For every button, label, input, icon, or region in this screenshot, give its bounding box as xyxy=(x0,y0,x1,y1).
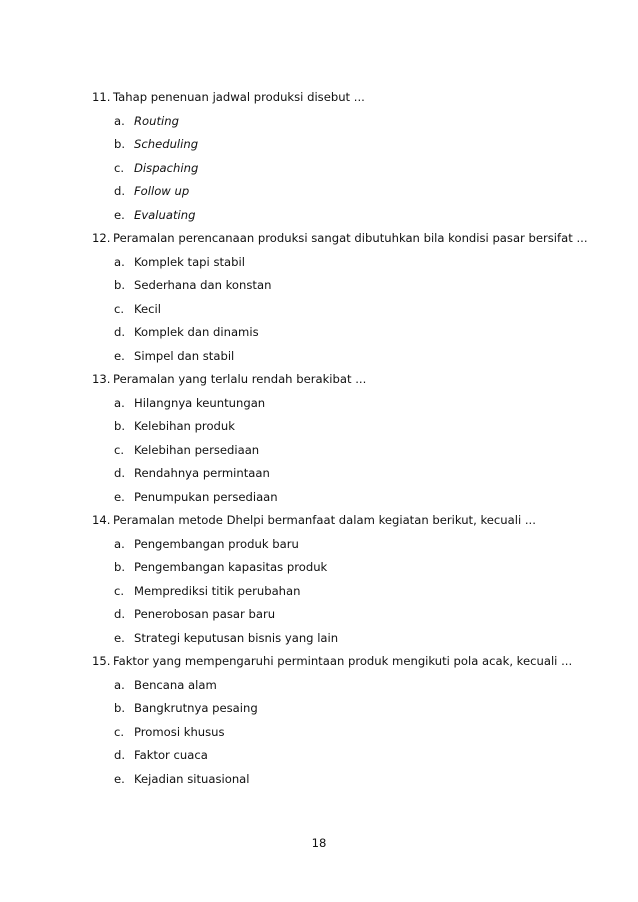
option-e xyxy=(92,345,592,369)
question-12 xyxy=(92,227,592,368)
option-c xyxy=(92,157,592,181)
option-letter: b. xyxy=(114,560,126,574)
option-d xyxy=(92,321,592,345)
question-14 xyxy=(92,509,592,650)
question-text: Peramalan metode Dhelpi bermanfaat dalam kegiatan berikut, kecuali ... xyxy=(113,513,536,527)
option-text: Kejadian situasional xyxy=(134,771,250,786)
option-letter: d. xyxy=(114,607,126,621)
page-number: 18 xyxy=(311,836,327,850)
option-letter: c. xyxy=(114,724,125,739)
option-a xyxy=(92,674,592,698)
question-number: 11. xyxy=(92,90,111,104)
option-letter: a. xyxy=(114,113,125,128)
option-b xyxy=(92,556,592,580)
option-letter: e. xyxy=(114,489,125,504)
question-11 xyxy=(92,86,592,227)
option-a xyxy=(92,392,592,416)
option-text: Kelebihan persediaan xyxy=(134,442,260,457)
option-text: Komplek tapi stabil xyxy=(134,254,245,269)
option-text: Penerobosan pasar baru xyxy=(134,607,276,621)
option-a xyxy=(92,110,592,134)
option-c xyxy=(92,439,592,463)
option-text: Faktor cuaca xyxy=(134,748,208,762)
option-b xyxy=(92,274,592,298)
option-text: Bencana alam xyxy=(134,677,217,692)
question-stem xyxy=(92,86,592,110)
option-letter: d. xyxy=(114,325,126,339)
option-text: Sederhana dan konstan xyxy=(134,278,272,292)
option-letter: c. xyxy=(114,160,125,175)
option-letter: a. xyxy=(114,536,125,551)
option-letter: b. xyxy=(114,278,126,292)
option-letter: a. xyxy=(114,254,125,269)
option-text: Strategi keputusan bisnis yang lain xyxy=(134,630,339,645)
option-letter: e. xyxy=(114,771,125,786)
option-letter: d. xyxy=(114,184,126,198)
option-text: Scheduling xyxy=(134,137,199,151)
question-13 xyxy=(92,368,592,509)
option-letter: d. xyxy=(114,466,126,480)
option-c xyxy=(92,580,592,604)
option-letter: d. xyxy=(114,748,126,762)
question-number: 13. xyxy=(92,372,111,386)
option-text: Follow up xyxy=(134,184,190,198)
option-text: Memprediksi titik perubahan xyxy=(134,583,301,598)
question-number: 12. xyxy=(92,231,111,245)
question-number: 14. xyxy=(92,513,111,527)
option-d xyxy=(92,462,592,486)
option-text: Rendahnya permintaan xyxy=(134,466,270,480)
option-a xyxy=(92,533,592,557)
option-b xyxy=(92,415,592,439)
option-letter: b. xyxy=(114,137,126,151)
option-e xyxy=(92,204,592,228)
question-list xyxy=(92,86,592,791)
question-stem xyxy=(92,368,592,392)
option-text: Kecil xyxy=(134,301,161,316)
option-text: Simpel dan stabil xyxy=(134,348,235,363)
option-c xyxy=(92,298,592,322)
option-letter: a. xyxy=(114,677,125,692)
question-stem xyxy=(92,509,592,533)
question-stem xyxy=(92,650,592,674)
option-a xyxy=(92,251,592,275)
option-letter: e. xyxy=(114,207,125,222)
option-b xyxy=(92,133,592,157)
option-text: Evaluating xyxy=(134,207,196,222)
option-letter: b. xyxy=(114,701,126,715)
option-text: Pengembangan kapasitas produk xyxy=(134,560,328,574)
question-text: Peramalan perencanaan produksi sangat dibutuhkan bila kondisi pasar bersifat ... xyxy=(113,231,588,245)
option-text: Bangkrutnya pesaing xyxy=(134,701,258,715)
option-e xyxy=(92,627,592,651)
option-text: Penumpukan persediaan xyxy=(134,489,278,504)
option-letter: c. xyxy=(114,301,125,316)
question-text: Peramalan yang terlalu rendah berakibat ... xyxy=(113,372,367,386)
option-c xyxy=(92,721,592,745)
option-text: Komplek dan dinamis xyxy=(134,325,259,339)
option-letter: e. xyxy=(114,348,125,363)
option-letter: c. xyxy=(114,442,125,457)
option-letter: a. xyxy=(114,395,125,410)
question-15 xyxy=(92,650,592,791)
option-text: Pengembangan produk baru xyxy=(134,536,299,551)
option-text: Hilangnya keuntungan xyxy=(134,395,266,410)
question-text: Faktor yang mempengaruhi permintaan produk mengikuti pola acak, kecuali ... xyxy=(113,654,573,668)
question-stem xyxy=(92,227,592,251)
option-text: Routing xyxy=(134,113,179,128)
option-text: Dispaching xyxy=(134,160,199,175)
option-d xyxy=(92,603,592,627)
option-letter: c. xyxy=(114,583,125,598)
option-e xyxy=(92,486,592,510)
option-text: Promosi khusus xyxy=(134,724,225,739)
option-letter: e. xyxy=(114,630,125,645)
option-e xyxy=(92,768,592,792)
option-d xyxy=(92,180,592,204)
option-d xyxy=(92,744,592,768)
option-b xyxy=(92,697,592,721)
question-text: Tahap penenuan jadwal produksi disebut ... xyxy=(113,90,365,104)
question-number: 15. xyxy=(92,654,111,668)
option-text: Kelebihan produk xyxy=(134,419,235,433)
option-letter: b. xyxy=(114,419,126,433)
